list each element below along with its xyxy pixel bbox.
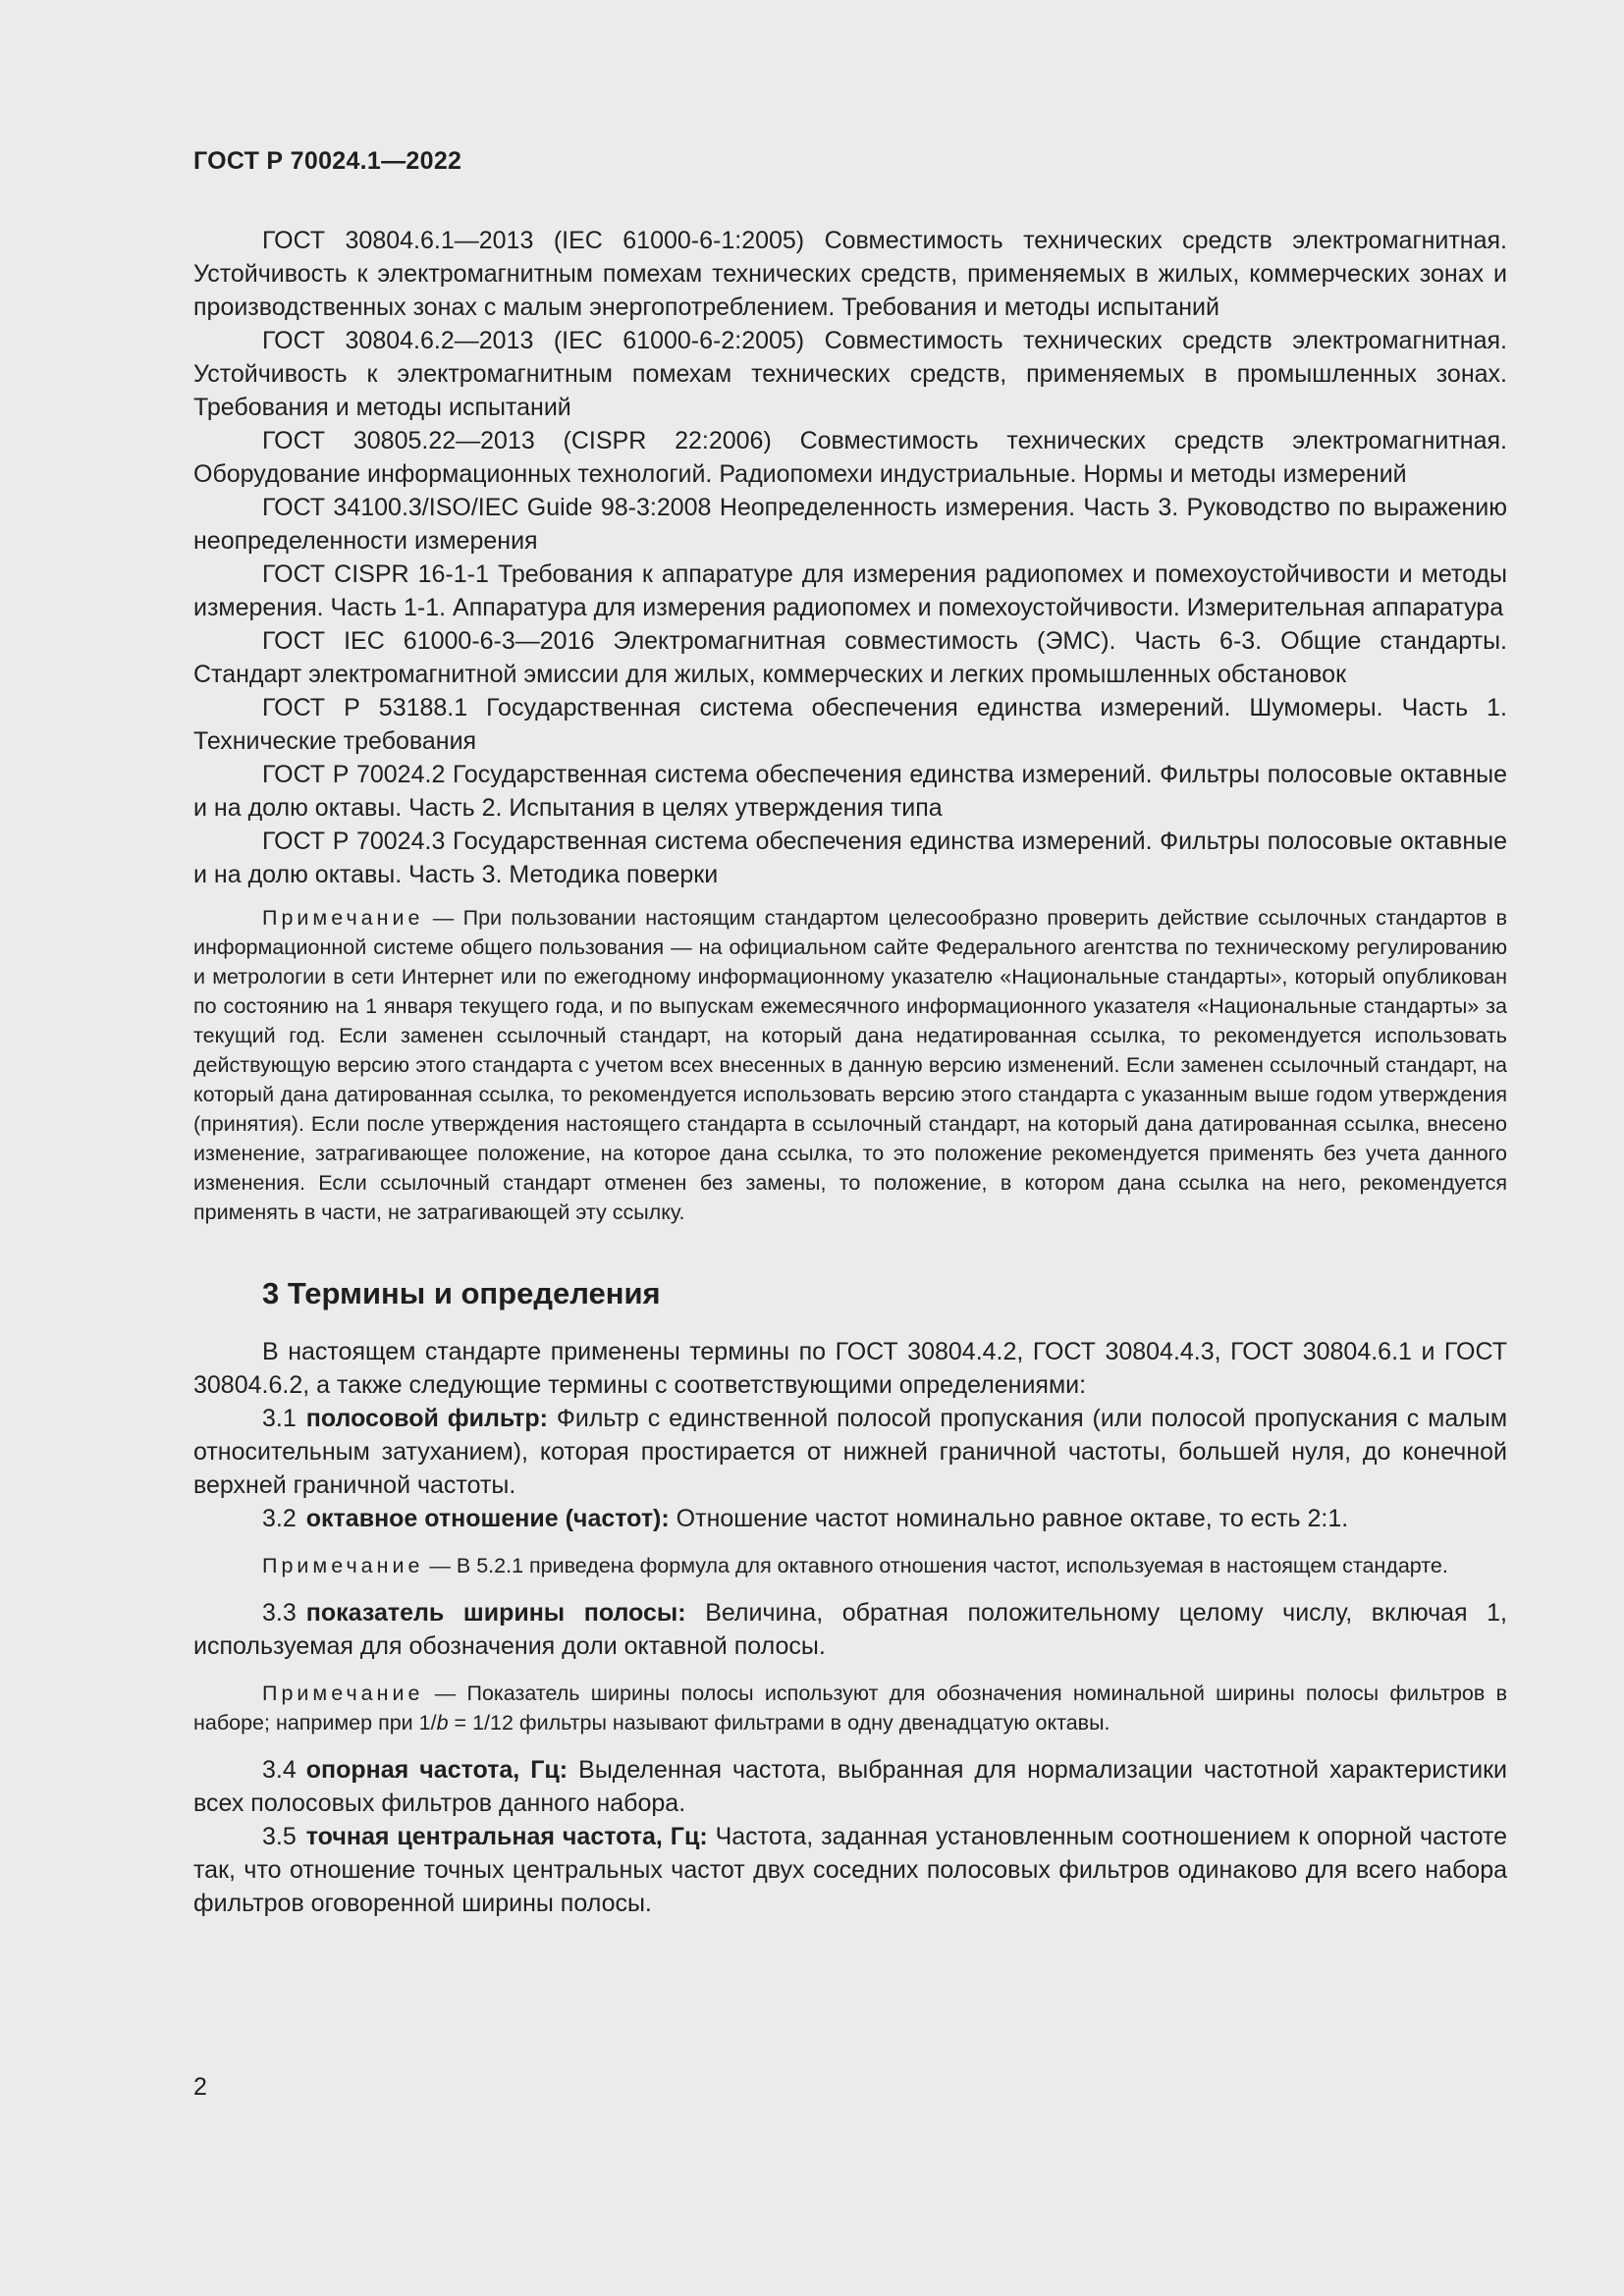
term-3-1 xyxy=(193,1402,1507,1502)
term-number: 3.2 xyxy=(262,1505,297,1532)
reference-item: ГОСТ 30804.6.2—2013 (IEC 61000-6-2:2005) Совместимость технических средств электромагнитная. Устойчивость к электромагнитным помехам технических средств, применяемых в промышленных зонах. Требования и методы испытаний xyxy=(193,327,1507,421)
note-label: Примечание xyxy=(262,1554,424,1577)
note-dash: — xyxy=(423,1682,467,1705)
term-number: 3.5 xyxy=(262,1823,297,1850)
term-number: 3.1 xyxy=(262,1405,297,1432)
term-number: 3.3 xyxy=(262,1599,297,1627)
note-text-before: Показатель ширины полосы используют для обозначения номинальной ширины полосы фильтров в наборе; например при 1/ xyxy=(193,1682,1507,1735)
term-3-3 xyxy=(193,1596,1507,1663)
note-text-after: = 1/12 фильтры называют фильтрами в одну двенадцатую октавы. xyxy=(448,1711,1110,1735)
reference-item: ГОСТ IEC 61000-6-3—2016 Электромагнитная совместимость (ЭМС). Часть 6-3. Общие стандарты. Стандарт электромагнитной эмиссии для жилых, коммерческих и легких промышленных обстановок xyxy=(193,627,1507,688)
term-name: показатель ширины полосы: xyxy=(305,1599,686,1627)
note-3-3 xyxy=(193,1679,1507,1737)
note-variable: b xyxy=(436,1711,449,1735)
term-name: полосовой фильтр: xyxy=(305,1405,548,1432)
note-label: Примечание xyxy=(262,1682,424,1705)
page-content xyxy=(193,224,1507,1920)
note-text: При пользовании настоящим стандартом целесообразно проверить действие ссылочных стандартов в информационной системе общего пользования — на официальном сайте Федерального агентства по техническому регулированию и метрологии в сети Интернет или по ежегодному информационному указателю «Национальные стандарты», который опубликован по состоянию на 1 января текущего года, и по выпускам ежемесячного информационного указателя «Национальные стандарты» за текущий год. Если заменен ссылочный стандарт, на который дана недатированная ссылка, то рекомендуется использовать действующую версию этого стандарта с учетом всех внесенных в данную версию изменений. Если заменен ссылочный стандарт, на который дана датированная ссылка, то рекомендуется использовать версию этого стандарта с указанным выше годом утверждения (принятия). Если после утверждения настоящего стандарта в ссылочный стандарт, на который дана датированная ссылка, внесено изменение, затрагивающее положение, на которое дана ссылка, то это положение рекомендуется применять без учета данного изменения. Если ссылочный стандарт отменен без замены, то положение, в котором дана ссылка на него, рекомендуется применять в части, не затрагивающей эту ссылку. xyxy=(193,906,1507,1224)
term-3-5 xyxy=(193,1820,1507,1920)
reference-item: ГОСТ 34100.3/ISO/IEC Guide 98-3:2008 Неопределенность измерения. Часть 3. Руководство по выражению неопределенности измерения xyxy=(193,494,1507,555)
section-title: 3 Термины и определения xyxy=(262,1276,661,1310)
reference-item: ГОСТ 30805.22—2013 (CISPR 22:2006) Совместимость технических средств электромагнитная. Оборудование информационных технологий. Радиопомехи индустриальные. Нормы и методы измерений xyxy=(193,427,1507,488)
reference-item: ГОСТ CISPR 16-1-1 Требования к аппаратуре для измерения радиопомех и помехоустойчивости и методы измерения. Часть 1-1. Аппаратура для измерения радиопомех и помехоустойчивости. Измерительная аппаратура xyxy=(193,561,1507,621)
main-note xyxy=(193,903,1507,1227)
reference-item: ГОСТ 30804.6.1—2013 (IEC 61000-6-1:2005) Совместимость технических средств электромагнитная. Устойчивость к электромагнитным помехам технических средств, применяемых в жилых, коммерческих зонах и производственных зонах с малым энергопотреблением. Требования и методы испытаний xyxy=(193,227,1507,321)
term-definition: Фильтр с единственной полосой пропускания (или полосой пропускания с малым относительным затуханием), которая простирается от нижней граничной частоты, большей нуля, до конечной верхней граничной частоты. xyxy=(193,1405,1508,1499)
note-dash: — xyxy=(423,1554,457,1577)
reference-item: ГОСТ Р 70024.2 Государственная система обеспечения единства измерений. Фильтры полосовые октавные и на долю октавы. Часть 2. Испытания в целях утверждения типа xyxy=(193,761,1507,822)
note-dash: — xyxy=(423,906,463,930)
term-3-4 xyxy=(193,1753,1507,1820)
section-intro: В настоящем стандарте применены термины по ГОСТ 30804.4.2, ГОСТ 30804.4.3, ГОСТ 30804.6.1 и ГОСТ 30804.6.2, а также следующие термины с соответствующими определениями: xyxy=(193,1338,1507,1399)
note-text: В 5.2.1 приведена формула для октавного отношения частот, используемая в настоящем стандарте. xyxy=(456,1554,1448,1577)
reference-item: ГОСТ Р 53188.1 Государственная система обеспечения единства измерений. Шумомеры. Часть 1. Технические требования xyxy=(193,694,1507,755)
term-definition: Выделенная частота, выбранная для нормализации частотной характеристики всех полосовых фильтров данного набора. xyxy=(193,1756,1507,1817)
term-definition: Величина, обратная положительному целому числу, включая 1, используемая для обозначения доли октавной полосы. xyxy=(193,1599,1507,1660)
term-number: 3.4 xyxy=(262,1756,297,1784)
reference-item: ГОСТ Р 70024.3 Государственная система обеспечения единства измерений. Фильтры полосовые октавные и на долю октавы. Часть 3. Методика поверки xyxy=(193,828,1507,888)
term-name: октавное отношение (частот): xyxy=(305,1505,670,1532)
note-label: Примечание xyxy=(262,906,424,930)
term-name: опорная частота, Гц: xyxy=(305,1756,568,1784)
term-3-2 xyxy=(193,1502,1507,1535)
document-code-header: ГОСТ Р 70024.1—2022 xyxy=(193,147,462,175)
page-number: 2 xyxy=(193,2073,207,2101)
note-3-2 xyxy=(193,1551,1507,1580)
term-definition: Отношение частот номинально равное октаве, то есть 2:1. xyxy=(676,1505,1349,1532)
term-definition: Частота, заданная установленным соотношением к опорной частоте так, что отношение точных центральных частот двух соседних полосовых фильтров одинаково для всего набора фильтров оговоренной ширины полосы. xyxy=(193,1823,1507,1917)
term-name: точная центральная частота, Гц: xyxy=(305,1823,708,1850)
